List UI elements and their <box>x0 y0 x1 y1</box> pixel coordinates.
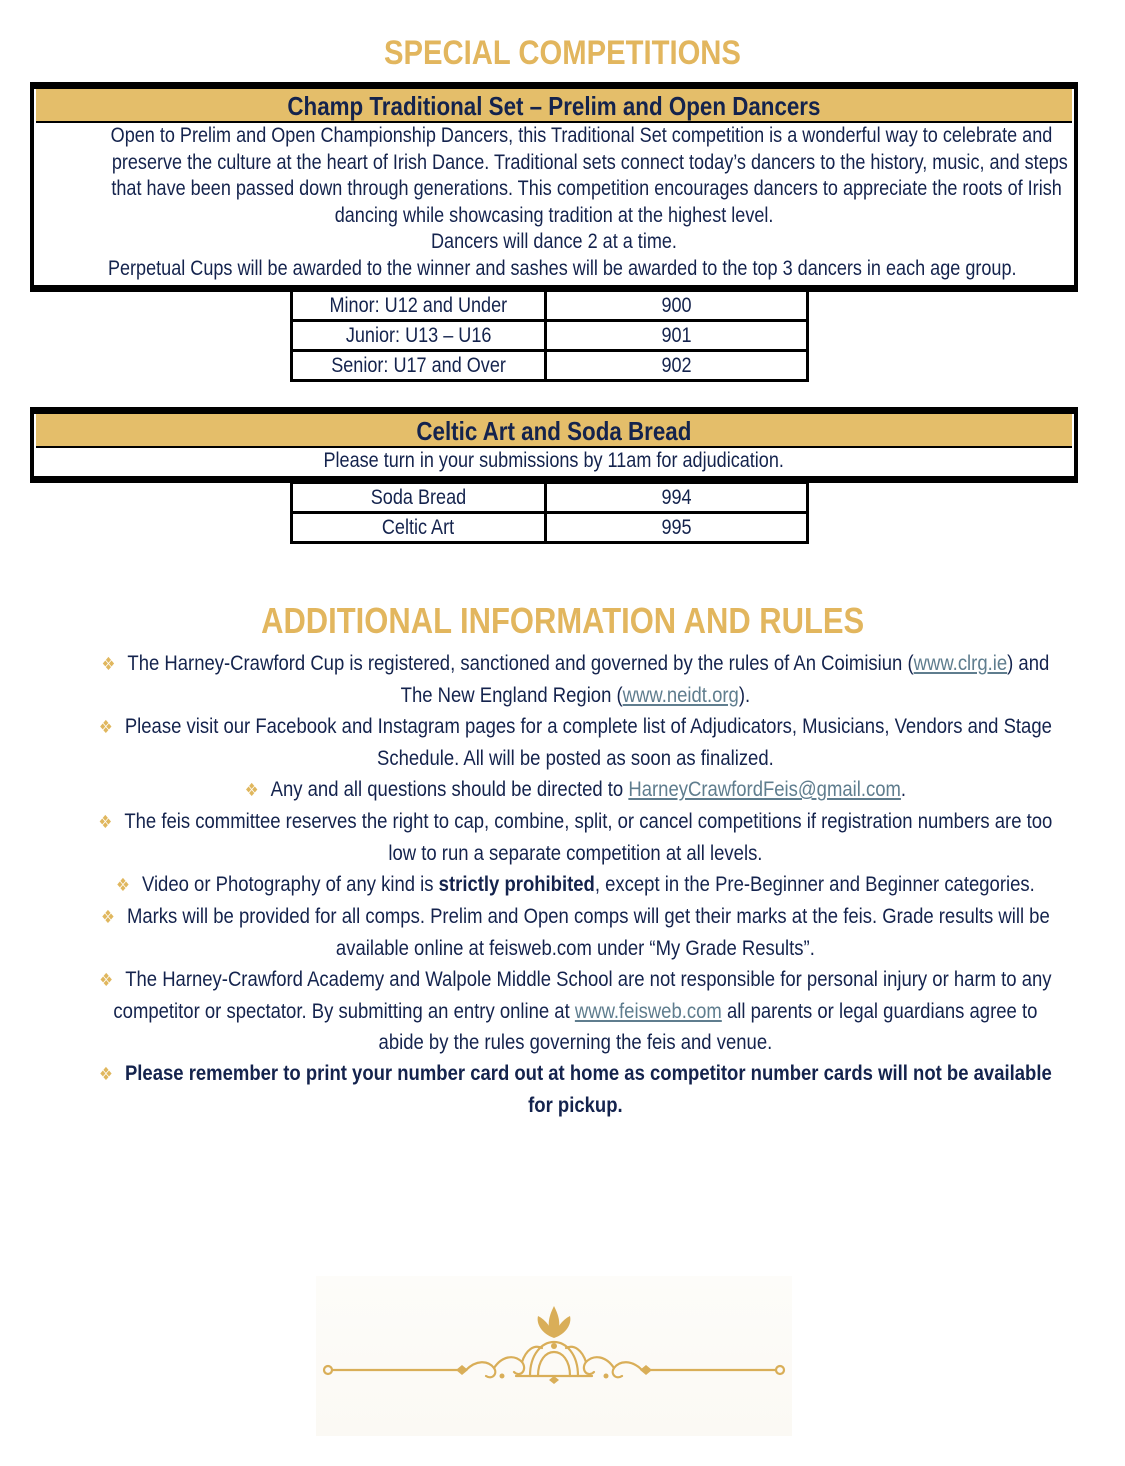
competition-number-cell: 902 <box>545 351 807 381</box>
neidt-link[interactable]: www.neidt.org <box>622 683 739 707</box>
list-item <box>60 1058 1090 1121</box>
rule-text: ) and <box>1006 651 1049 675</box>
rule-text: low to run a separate competition at all levels. <box>387 841 763 865</box>
diamond-bullet-icon: ❖ <box>98 1064 113 1084</box>
list-item <box>60 964 1090 1058</box>
gold-filigree-divider-icon <box>316 1276 792 1436</box>
diamond-bullet-icon: ❖ <box>101 654 115 674</box>
rules-list <box>60 648 1090 1121</box>
table-row <box>292 321 808 351</box>
champ-line: Dancers will dance 2 at a time. <box>431 230 677 253</box>
rule-text: Please remember to print your number card out at home as competitor number cards will not be available <box>124 1061 1052 1085</box>
diamond-bullet-icon: ❖ <box>100 907 115 927</box>
list-item <box>60 774 1090 806</box>
clrg-link[interactable]: www.clrg.ie <box>913 651 1007 675</box>
rule-text: The New England Region ( <box>400 683 623 707</box>
category-cell: Celtic Art <box>292 513 546 543</box>
category-cell: Soda Bread <box>292 483 546 513</box>
champ-competition-table <box>290 289 809 382</box>
competition-number-cell: 994 <box>545 483 807 513</box>
rule-text: Schedule. All will be posted as soon as finalized. <box>376 746 774 770</box>
champ-line: preserve the culture at the heart of Irish Dance. Traditional sets connect today’s dancers to the history, music, and steps <box>111 150 1068 174</box>
list-item <box>60 869 1090 901</box>
rule-text: The feis committee reserves the right to cap, combine, split, or cancel competitions if registration numbers are too <box>123 809 1052 833</box>
celtic-box-note <box>34 448 1074 475</box>
rule-text: abide by the rules governing the feis and venue. <box>378 1030 772 1054</box>
table-row <box>292 483 808 513</box>
feisweb-link[interactable]: www.feisweb.com <box>574 999 722 1023</box>
champ-line: Open to Prelim and Open Championship Dancers, this Traditional Set competition is a wonderful way to celebrate and <box>110 124 1053 147</box>
celtic-competition-table <box>290 481 809 544</box>
rule-text: competitor or spectator. By submitting an entry online at <box>113 999 575 1023</box>
age-group-cell: Junior: U13 – U16 <box>292 321 546 351</box>
rule-text: The Harney-Crawford Cup is registered, sanctioned and governed by the rules of An Coimisiun ( <box>127 651 914 675</box>
diamond-bullet-icon: ❖ <box>244 780 259 800</box>
table-row <box>292 291 808 321</box>
ornament-panel <box>316 1276 792 1436</box>
additional-info-heading: ADDITIONAL INFORMATION AND RULES <box>260 600 865 641</box>
rule-emphasis: strictly prohibited <box>438 872 595 896</box>
champ-line: that have been passed down through generations. This competition encourages dancers to appreciate the roots of Irish <box>111 177 1062 200</box>
competition-number-cell: 901 <box>545 321 807 351</box>
celtic-art-soda-bread-box <box>30 407 1078 483</box>
competition-number-cell: 900 <box>545 291 807 321</box>
champ-line: dancing while showcasing tradition at the highest level. <box>334 203 774 227</box>
rule-text: , except in the Pre-Beginner and Beginner categories. <box>594 872 1035 896</box>
rule-text: ). <box>738 683 750 707</box>
list-item <box>60 806 1090 869</box>
diamond-bullet-icon: ❖ <box>98 812 112 832</box>
champ-box-title: Champ Traditional Set – Prelim and Open Dancers <box>36 89 1072 123</box>
special-competitions-heading: SPECIAL COMPETITIONS <box>384 34 741 72</box>
table-row <box>292 351 808 381</box>
diamond-bullet-icon: ❖ <box>98 717 113 737</box>
list-item <box>60 648 1090 711</box>
celtic-box-title: Celtic Art and Soda Bread <box>36 414 1072 448</box>
rule-text: Any and all questions should be directed to <box>270 777 628 801</box>
list-item <box>60 901 1090 964</box>
celtic-note-line: Please turn in your submissions by 11am for adjudication. <box>323 449 785 472</box>
champ-line: Perpetual Cups will be awarded to the winner and sashes will be awarded to the top 3 dancers in each age group. <box>107 256 1017 280</box>
table-row <box>292 513 808 543</box>
competition-number-cell: 995 <box>545 513 807 543</box>
rule-text: Please visit our Facebook and Instagram pages for a complete list of Adjudicators, Musicians, Vendors and Stage <box>124 714 1052 738</box>
age-group-cell: Senior: U17 and Over <box>292 351 546 381</box>
champ-box-description <box>34 123 1074 282</box>
email-link[interactable]: HarneyCrawfordFeis@gmail.com <box>627 777 901 801</box>
champ-traditional-set-box <box>30 82 1078 292</box>
diamond-bullet-icon: ❖ <box>115 875 130 895</box>
diamond-bullet-icon: ❖ <box>98 970 113 990</box>
rule-text: The Harney-Crawford Academy and Walpole Middle School are not responsible for personal injury or harm to any <box>124 967 1052 991</box>
rule-text: Marks will be provided for all comps. Prelim and Open comps will get their marks at the feis. Grade results will be <box>126 904 1050 928</box>
rule-text: . <box>900 777 906 801</box>
list-item <box>60 711 1090 774</box>
age-group-cell: Minor: U12 and Under <box>292 291 546 321</box>
rule-text: all parents or legal guardians agree to <box>721 999 1037 1023</box>
rule-text: Video or Photography of any kind is <box>141 872 439 896</box>
rule-text: for pickup. <box>527 1093 623 1117</box>
rule-text: available online at feisweb.com under “My Grade Results”. <box>335 936 815 960</box>
